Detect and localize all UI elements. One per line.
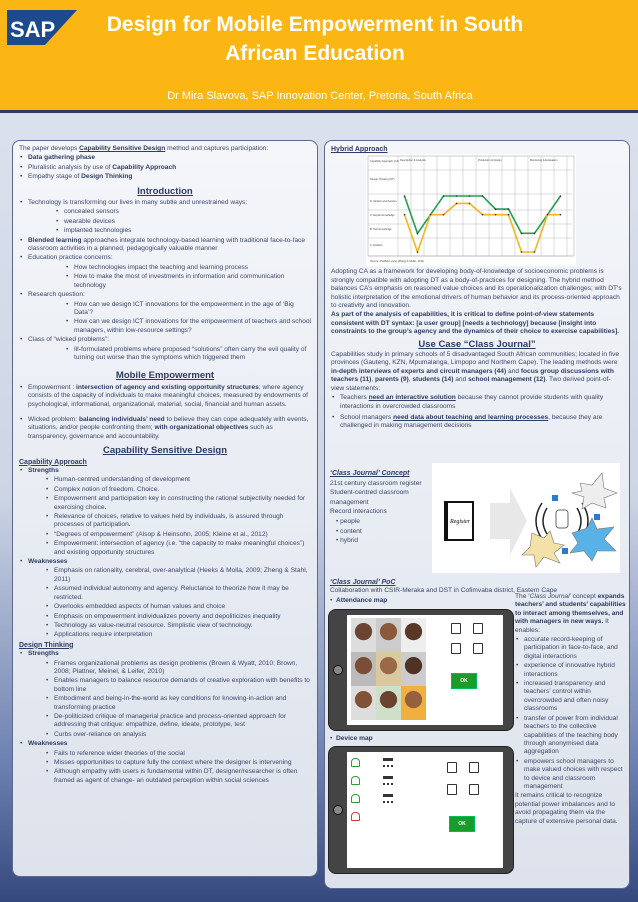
hybrid-paragraph: Adopting CA as a framework for developing body-of-knowledge of socioeconomic problems is strongly compatible with adopting DT as a body-of-practices for designing. The hybrid method balances CA’s emphasis on reasoned value choices and its operationalization challenges; with DT’s holistic interpretation of the emotional drivers of human behavior and its process-oriented approach to creativity and innovation. [331, 268, 622, 310]
list-item: • Emphasis on rationality, cerebral, over-analytical (Heeks & Molla, 2009; Zheng & Stahl, 2011) [45, 567, 311, 584]
ca-line-point [521, 233, 523, 235]
ca-subheading: Capability Approach [19, 458, 87, 466]
intro-line: The paper develops Capability Sensitive Design method and captures participation: [19, 145, 269, 152]
ca-list: • Strengths • Human-centred understanding of development • Complex notion of freedom. Choice. • Empowerment and participation key in constructing the rational subjectivity needed for exercising choice. • Relevance of choices, relative to values held by individuals, is assured through processes of participation. • “Degrees of empowerment” (Alsop & Heinsohn, 2005; Kleine et al., 2012) • Empowerment: intersection of agency (i.e. “the capacity to make meaningful choices”) and existing opportunity structures • Weaknesses • Emphasis on rationality, cerebral, over-analytical (Heeks & Molla, 2009; Zheng & Stahl, 2011) • Assumed individual autonomy and agency. Reluctance to theorize how it may be restricted. • Overlooks embedded aspects of human values and choice • Emphasis on empowerment individualizes poverty and depoliticizes inequality • Technology as value-neutral resource. Simplistic view of technology. • Applications require interpretation [19, 467, 311, 640]
list-item: • Overlooks embedded aspects of human values and choice [45, 603, 311, 611]
figure-source: Source: Modified, using (Zheng & Müller, 2011) [370, 260, 425, 264]
row-label: C: Explicit knowledge [370, 214, 395, 218]
use-case-paragraph: Capabilities study in primary schools of 5 disadvantaged South African communities; located in five provinces (Gauteng, KZN, Mpumalanga, Limpopo and Northern Cape). The leading methods were in-depth interviews of experts and circuit managers (44) and focus group discussions with teachers (11), parents (9), students (14) and school management (12). Two derived point-of-view statements: [331, 351, 620, 392]
list-item: • De-politicized critique of managerial practice and process-oriented approach for addressing that critique: empathize, define, ideate, prototype, test [45, 713, 311, 730]
list-item: • Frames organizational problems as design problems (Brown & Wyatt, 2010; Brown, 2008; Plattner, Meinel, & Leifer, 2010) [45, 660, 311, 677]
student-photo[interactable] [351, 686, 376, 720]
student-photo[interactable] [351, 652, 376, 686]
sap-logo [7, 10, 77, 45]
phase-label: Production & Design [478, 159, 502, 163]
list-item: • Human-centred understanding of development [45, 476, 311, 484]
toolbar-icon[interactable] [469, 762, 479, 773]
toolbar-icon[interactable] [473, 643, 483, 654]
dt-label: Design Thinking (DT) [370, 178, 395, 182]
dt-line-point [495, 214, 497, 216]
student-photo[interactable] [351, 618, 376, 652]
dt-line-point [560, 214, 562, 216]
svg-text:SAP: SAP [10, 17, 56, 42]
hybrid-heading: Hybrid Approach [331, 146, 388, 153]
list-item: • Emphasis on empowerment individualizes poverty and depoliticizes inequality [45, 613, 311, 621]
dt-line-point [417, 252, 419, 254]
list-item: • Assumed individual autonomy and agency. Reluctance to theorize how it may be restricted. [45, 585, 311, 602]
ca-line-point [404, 196, 406, 198]
dt-line-point [430, 214, 432, 216]
introduction-list: • Technology is transforming our lives in many subtle and unrestrained ways: • concealed sensors • wearable devices • implanted technologies • Blended learning approaches integrate technology-based learning with traditional face-to-face classroom activities in a planned, pedagogically valuable manner • Education practice concerns: • How technologies impact the teaching and learning process • How to make the most of investments in information and communication technology • Research question: • How can we design ICT innovations for the empowerment in the age of ‘Big Data’? • How can we design ICT innovations for the empowerment of teachers and school managers, within low-resource settings? • Class of “wicked problems”: • Ill-formulated problems where proposed “solutions” often carry the evil quality of turning out worse than the symptoms which triggered them [19, 199, 311, 362]
list-item: • Although empathy with users is fundamental within DT, designer/researcher is often framed as agent of change- an outdated perception within social sciences [45, 768, 311, 785]
list-item: • Applications require interpretation [45, 631, 311, 639]
pov-paragraph: As part of the analysis of capabilities, it is critical to define point-of-view statements consistent with DT syntax: [a user group] [needs a technology] because [insight into constraints to the group’s agency and the dynamics of their choice to exercise capabilities]. [331, 311, 620, 336]
ca-label: Capability Approach (CA) [370, 160, 400, 164]
phase-label: Monitoring & Evaluation [530, 159, 558, 163]
toolbar-icon[interactable] [473, 623, 483, 634]
list-item: • Complex notion of freedom. Choice. [45, 486, 311, 494]
student-photo[interactable] [401, 618, 426, 652]
toolbar-icon[interactable] [451, 643, 461, 654]
user-group-icon[interactable] [351, 794, 360, 803]
poc-block: ‘Class Journal’ PoC Collaboration with CSIR-Meraka and DST in Cofimvaba district, Eastern Cape • Attendance map [330, 579, 558, 604]
attendance-map-tablet [328, 609, 514, 731]
list-item: • Empowerment and participation key in constructing the rational subjectivity needed for exercising choice. [45, 495, 311, 512]
dt-list: • Strengths • Frames organizational problems as design problems (Brown & Wyatt, 2010; Brown, 2008; Plattner, Meinel, & Leifer, 2010) • Enables managers to balance resource demands of creative exploration with benefits to bottom line • Embodiment and being-in-the-world as key conditions for knowing-in-action and transforming practice • De-politicized critique of managerial practice and process-oriented approach for addressing that critique: empathize, define, ideate, prototype, test • Curbs over-reliance on analysis • Weaknesses • Fails to reference wider theories of the social • Misses opportunities to capture fully the context where the designer is intervening • Although empathy with users is fundamental within DT, designer/researcher is often framed as agent of change- an outdated perception within social sciences [19, 650, 311, 785]
hybrid-approach-figure [366, 154, 576, 266]
ca-line-point [482, 196, 484, 198]
dt-line-point [404, 214, 406, 216]
poster-title: Design for Mobile Empowerment in South African Education [106, 13, 524, 65]
attendance-map-label: Attendance map [335, 596, 388, 604]
participation-list: • Data gathering phase • Pluralistic analysis by use of Capability Approach • Empathy stage of Design Thinking [19, 154, 311, 181]
student-photo[interactable] [401, 686, 426, 720]
list-item: • “Degrees of empowerment” (Alsop & Heinsohn, 2005; Kleine et al., 2012) [45, 531, 311, 539]
device-status-icon [383, 776, 393, 785]
list-item: • Empowerment: intersection of agency (i.e. “the capacity to make meaningful choices”) and existing opportunity structures [45, 540, 311, 557]
dt-subheading: Design Thinking [19, 641, 74, 649]
concept-item: 21st century classroom register [330, 479, 422, 487]
device-status-icon [383, 758, 393, 767]
ca-line-point [534, 233, 536, 235]
device-map-label: Device map [335, 735, 373, 742]
ok-button[interactable]: OK [451, 673, 477, 689]
concept-block: ‘Class Journal’ Concept 21st century classroom register Student-centred classroom management Record interactions • people • content • hybrid [330, 467, 430, 546]
concept-illustration [432, 463, 620, 573]
list-item: • Enables managers to balance resource demands of creative exploration with benefits to bottom line [45, 677, 311, 694]
toolbar-icon[interactable] [469, 784, 479, 795]
dt-line-point [469, 203, 471, 205]
ca-line-point [417, 233, 419, 235]
ca-line-point [469, 196, 471, 198]
mobile-empowerment-list: • Empowerment : intersection of agency and existing opportunity structures; where agency consists of the capacity of individuals to make meaningful choices, measured by endowments of psychological, informational, organizational, material, social, financial and human assets. • Wicked problem: balancing individuals’ need to believe they can cope adequately with events, situations, and/or people confronting them; with organizational objectives such as transparency, governance and accountability. [19, 384, 311, 441]
list-item: • increased transparency and teachers’ control within overcrowded and often noisy classrooms [515, 680, 627, 714]
list-item: • experience of innovative hybrid interactions [515, 662, 627, 679]
dt-line-point [521, 252, 523, 254]
phase-label: Description & Analysis [400, 159, 426, 163]
row-label: A: Artifacts [370, 244, 383, 248]
ca-line-point [456, 196, 458, 198]
device-status-icon [383, 794, 393, 803]
home-button-icon [333, 665, 343, 675]
mobile-empowerment-heading: Mobile Empowerment [115, 370, 215, 382]
introduction-heading: Introduction [137, 185, 193, 197]
home-button-icon [333, 805, 343, 815]
ca-line-point [560, 196, 562, 198]
csd-heading: Capability Sensitive Design [102, 445, 228, 457]
right-panel: Hybrid Approach Capability Approach (CA) Design Thinking (DT) Description & Analysis Production & Design Monitoring & Evaluation D: Models and theories C: Explicit knowledge B: Tacit knowledge A: Artifacts Source: Modified, using (Zheng & Müller, 2011) Adopting CA as a framework for developing body-of-knowledge of socioeconomic problems is strongly compatible with adopting DT as a body-of-practices for designing. The hybrid method balances CA’s emphasis on reasoned value choices and its operationalization challenges; with DT’s holistic interpretation of the emotional drivers of human behavior and its process-oriented approach to creativity and innovation. As part of the analysis of capabilities, it is critical to define point-of-view statements consistent with DT syntax: [a user group] [needs a technology] because [insight into constraints to the group’s agency and the dynamics of their choice to exercise capabilities]. Use Case “Class Journal” Capabilities study in primary schools of 5 disadvantaged South African communities; located in five provinces (Gauteng, KZN, Mpumalanga, Limpopo and Northern Cape). The leading methods were in-depth interviews of experts and circuit managers (44) and focus group discussions with teachers (11), parents (9), students (14) and school management (12). Two derived point-of-view statements: • Teachers need an interactive solution because they cannot provide students with quality interactions in overcrowded classrooms • School managers need data about teaching and learning processes, because they are challenged in making management decisions ‘Class Journal’ Concept 21st century classroom register Student-centred classroom management Record interactions • people • content • hybrid Register ‘Class Journal’ PoC Collaboration with CSIR-Meraka and DST in Cofimvaba district, Eastern Cape • Attendance map OK • Device map OK The ‘Class Journal’ concept expands teachers’ and students’ capabilities to interact among themselves, and with managers in new ways. It enables: • accurate record-keeping of participation in face-to-face, and digital interactions • experience of innovative hybrid interactions • increased transparency and teachers’ control within overcrowded and often noisy classrooms • transfer of power from individual teachers to the collective capabilities of the teaching body through anonymised data aggregation • empowers school managers to make valued choices with respect to device and classroom management It remains critical to recognize potential power imbalances and to avoid propagating them via the capture of extensive personal data. [324, 140, 630, 889]
concept-item: Student-centred classroom management [330, 489, 409, 506]
row-label: D: Models and theories [370, 200, 397, 204]
use-case-heading: Use Case “Class Journal” [418, 338, 536, 350]
dt-line-point [482, 214, 484, 216]
toolbar-icon[interactable] [447, 762, 457, 773]
toolbar-icon[interactable] [447, 784, 457, 795]
ca-line-point [495, 209, 497, 211]
pov-list: • Teachers need an interactive solution because they cannot provide students with quality interactions in overcrowded classrooms • School managers need data about teaching and learning processes, because they are challenged in making management decisions [331, 394, 623, 431]
ok-button[interactable]: OK [449, 816, 475, 832]
list-item: • Fails to reference wider theories of the social [45, 750, 311, 758]
toolbar-icon[interactable] [451, 623, 461, 634]
dt-line-point [534, 252, 536, 254]
dt-line [405, 204, 561, 253]
list-item: • empowers school managers to make valued choices with respect to device and classroom management [515, 758, 627, 792]
dt-line-point [443, 214, 445, 216]
list-item: • accurate record-keeping of participation in face-to-face, and digital interactions [515, 636, 627, 661]
list-item: • transfer of power from individual teachers to the collective capabilities of the teaching body through anonymised data aggregation [515, 715, 627, 757]
dt-line-point [508, 214, 510, 216]
student-photo[interactable] [376, 686, 401, 720]
student-photo[interactable] [401, 652, 426, 686]
dt-line-point [456, 203, 458, 205]
left-panel [12, 140, 318, 877]
list-item: • Embodiment and being-in-the-world as key conditions for knowing-in-action and transforming practice [45, 695, 311, 712]
list-item: • Curbs over-reliance on analysis [45, 731, 311, 739]
class-journal-summary: The ‘Class Journal’ concept expands teachers’ and students’ capabilities to interact among themselves, and with managers in new ways. It enables: • accurate record-keeping of participation in face-to-face, and digital interactions • experience of innovative hybrid interactions • increased transparency and teachers’ control within overcrowded and often noisy classrooms • transfer of power from individual teachers to the collective capabilities of the teaching body through anonymised data aggregation • empowers school managers to make valued choices with respect to device and classroom management It remains critical to recognize potential power imbalances and to avoid propagating them via the capture of extensive personal data. [515, 593, 627, 827]
list-item: • Technology as value-neutral resource. Simplistic view of technology. [45, 622, 311, 630]
list-item: • Relevance of choices, relative to values held by individuals, is assured through processes of participation. [45, 513, 311, 530]
student-photo[interactable] [376, 652, 401, 686]
list-item: • Misses opportunities to capture fully the context where the designer is intervening [45, 759, 311, 767]
ca-line-point [508, 209, 510, 211]
device-map-tablet [328, 746, 514, 874]
ca-line-point [443, 196, 445, 198]
poster-header [0, 0, 638, 113]
row-label: B: Tacit knowledge [370, 228, 392, 232]
user-group-icon[interactable] [351, 776, 360, 785]
dt-line-point [547, 214, 549, 216]
user-group-icon[interactable] [351, 758, 360, 767]
user-group-icon[interactable] [351, 812, 360, 821]
concept-item: Record interactions [330, 508, 387, 516]
student-photo[interactable] [376, 618, 401, 652]
author-line: Dr Mira Slavova, SAP Innovation Center, Pretoria, South Africa [167, 90, 473, 102]
register-label: Register [450, 519, 470, 525]
